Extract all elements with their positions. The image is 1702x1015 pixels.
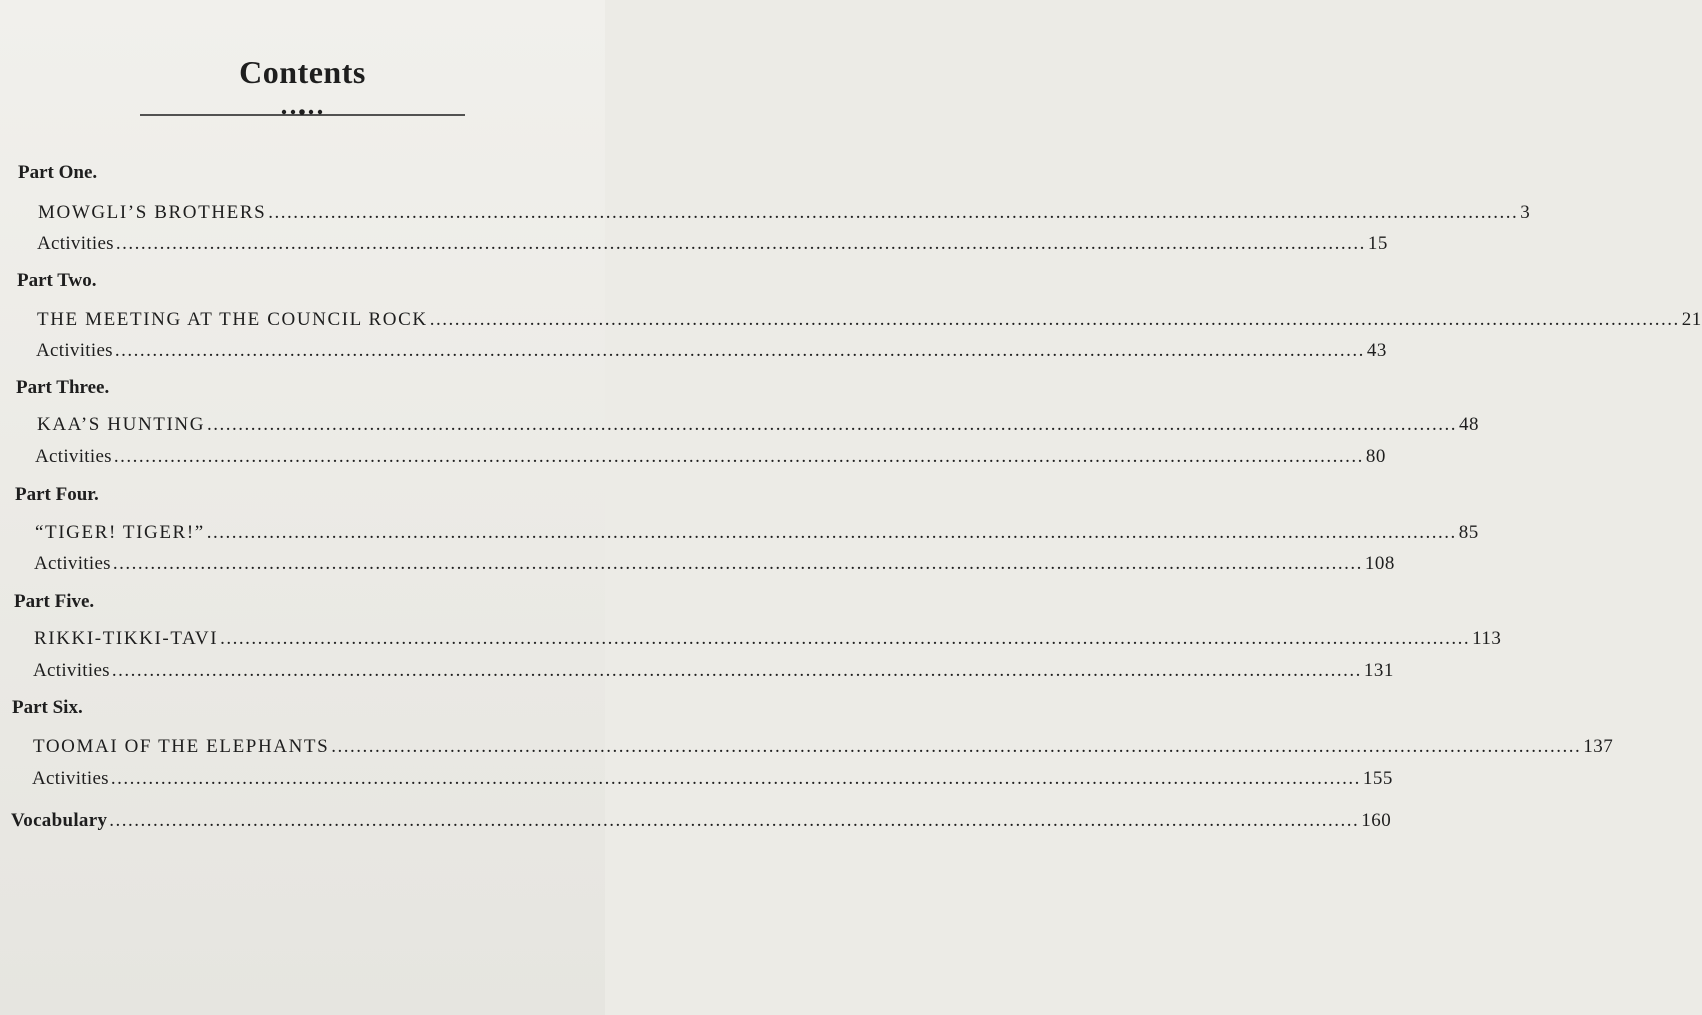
toc-entry[interactable]	[34, 628, 1502, 650]
entry-page-number: 3	[1520, 202, 1531, 223]
entry-page-number: 137	[1583, 736, 1614, 757]
leader-dots: ........................................................................................................................................................................................................	[220, 628, 1471, 649]
toc-entry[interactable]	[32, 768, 1393, 790]
page-title: Contents	[239, 54, 366, 90]
entry-title: Activities	[36, 340, 113, 361]
entry-page-number: 160	[1361, 810, 1392, 831]
toc-entry[interactable]	[37, 414, 1480, 436]
toc-entry[interactable]	[35, 522, 1479, 544]
leader-dots: ........................................................................................................................................................................................................	[268, 202, 1519, 223]
toc-entry[interactable]	[37, 233, 1388, 255]
leader-dots: ........................................................................................................................................................................................................	[110, 768, 1361, 789]
entry-title: RIKKI-TIKKI-TAVI	[34, 628, 219, 649]
entry-page-number: 131	[1363, 660, 1394, 681]
leader-dots: ........................................................................................................................................................................................................	[115, 233, 1366, 254]
entry-page-number: 48	[1459, 414, 1480, 435]
toc-entry[interactable]	[38, 202, 1531, 224]
entry-page-number: 108	[1364, 553, 1395, 574]
part-heading: Part Two.	[17, 270, 97, 291]
entry-page-number: 43	[1366, 340, 1387, 361]
entry-title: KAA’S HUNTING	[37, 414, 206, 435]
leader-dots: ........................................................................................................................................................................................................	[111, 660, 1362, 681]
entry-title: Activities	[34, 553, 111, 574]
leader-dots: ........................................................................................................................................................................................................	[207, 414, 1458, 435]
part-heading: Part Four.	[15, 484, 99, 505]
leader-dots: ........................................................................................................................................................................................................	[206, 522, 1457, 543]
toc-entry[interactable]	[33, 660, 1394, 682]
entry-title: Activities	[33, 660, 110, 681]
entry-page-number: 21	[1681, 309, 1702, 330]
entry-title: MOWGLI’S BROTHERS	[38, 202, 267, 223]
part-heading: Part Six.	[12, 697, 83, 718]
entry-page-number: 85	[1458, 522, 1479, 543]
entry-title: THE MEETING AT THE COUNCIL ROCK	[37, 309, 428, 330]
entry-page-number: 80	[1365, 446, 1386, 467]
entry-page-number: 15	[1367, 233, 1388, 254]
toc-entry-vocabulary[interactable]	[11, 810, 1392, 832]
entry-title: Activities	[37, 233, 114, 254]
entry-page-number: 113	[1472, 628, 1502, 649]
leader-dots: ........................................................................................................................................................................................................	[429, 309, 1680, 330]
leader-dots: ........................................................................................................................................................................................................	[114, 340, 1365, 361]
entry-page-number: 155	[1362, 768, 1393, 789]
entry-title: Vocabulary	[11, 810, 108, 831]
toc-entry[interactable]	[37, 309, 1702, 331]
leader-dots: ........................................................................................................................................................................................................	[331, 736, 1582, 757]
entry-title: “TIGER! TIGER!”	[35, 522, 205, 543]
leader-dots: ........................................................................................................................................................................................................	[109, 810, 1360, 831]
toc-entry[interactable]	[35, 446, 1386, 468]
entry-title: Activities	[35, 446, 112, 467]
entry-title: Activities	[32, 768, 109, 789]
entry-title: TOOMAI OF THE ELEPHANTS	[33, 736, 330, 757]
part-heading: Part One.	[18, 162, 98, 183]
leader-dots: ........................................................................................................................................................................................................	[112, 553, 1363, 574]
toc-entry[interactable]	[36, 340, 1387, 362]
toc-entry[interactable]	[33, 736, 1614, 758]
part-heading: Part Five.	[14, 591, 95, 612]
title-ornament	[140, 106, 465, 120]
toc-entry[interactable]	[34, 553, 1395, 575]
part-heading: Part Three.	[16, 377, 110, 398]
leader-dots: ........................................................................................................................................................................................................	[113, 446, 1364, 467]
